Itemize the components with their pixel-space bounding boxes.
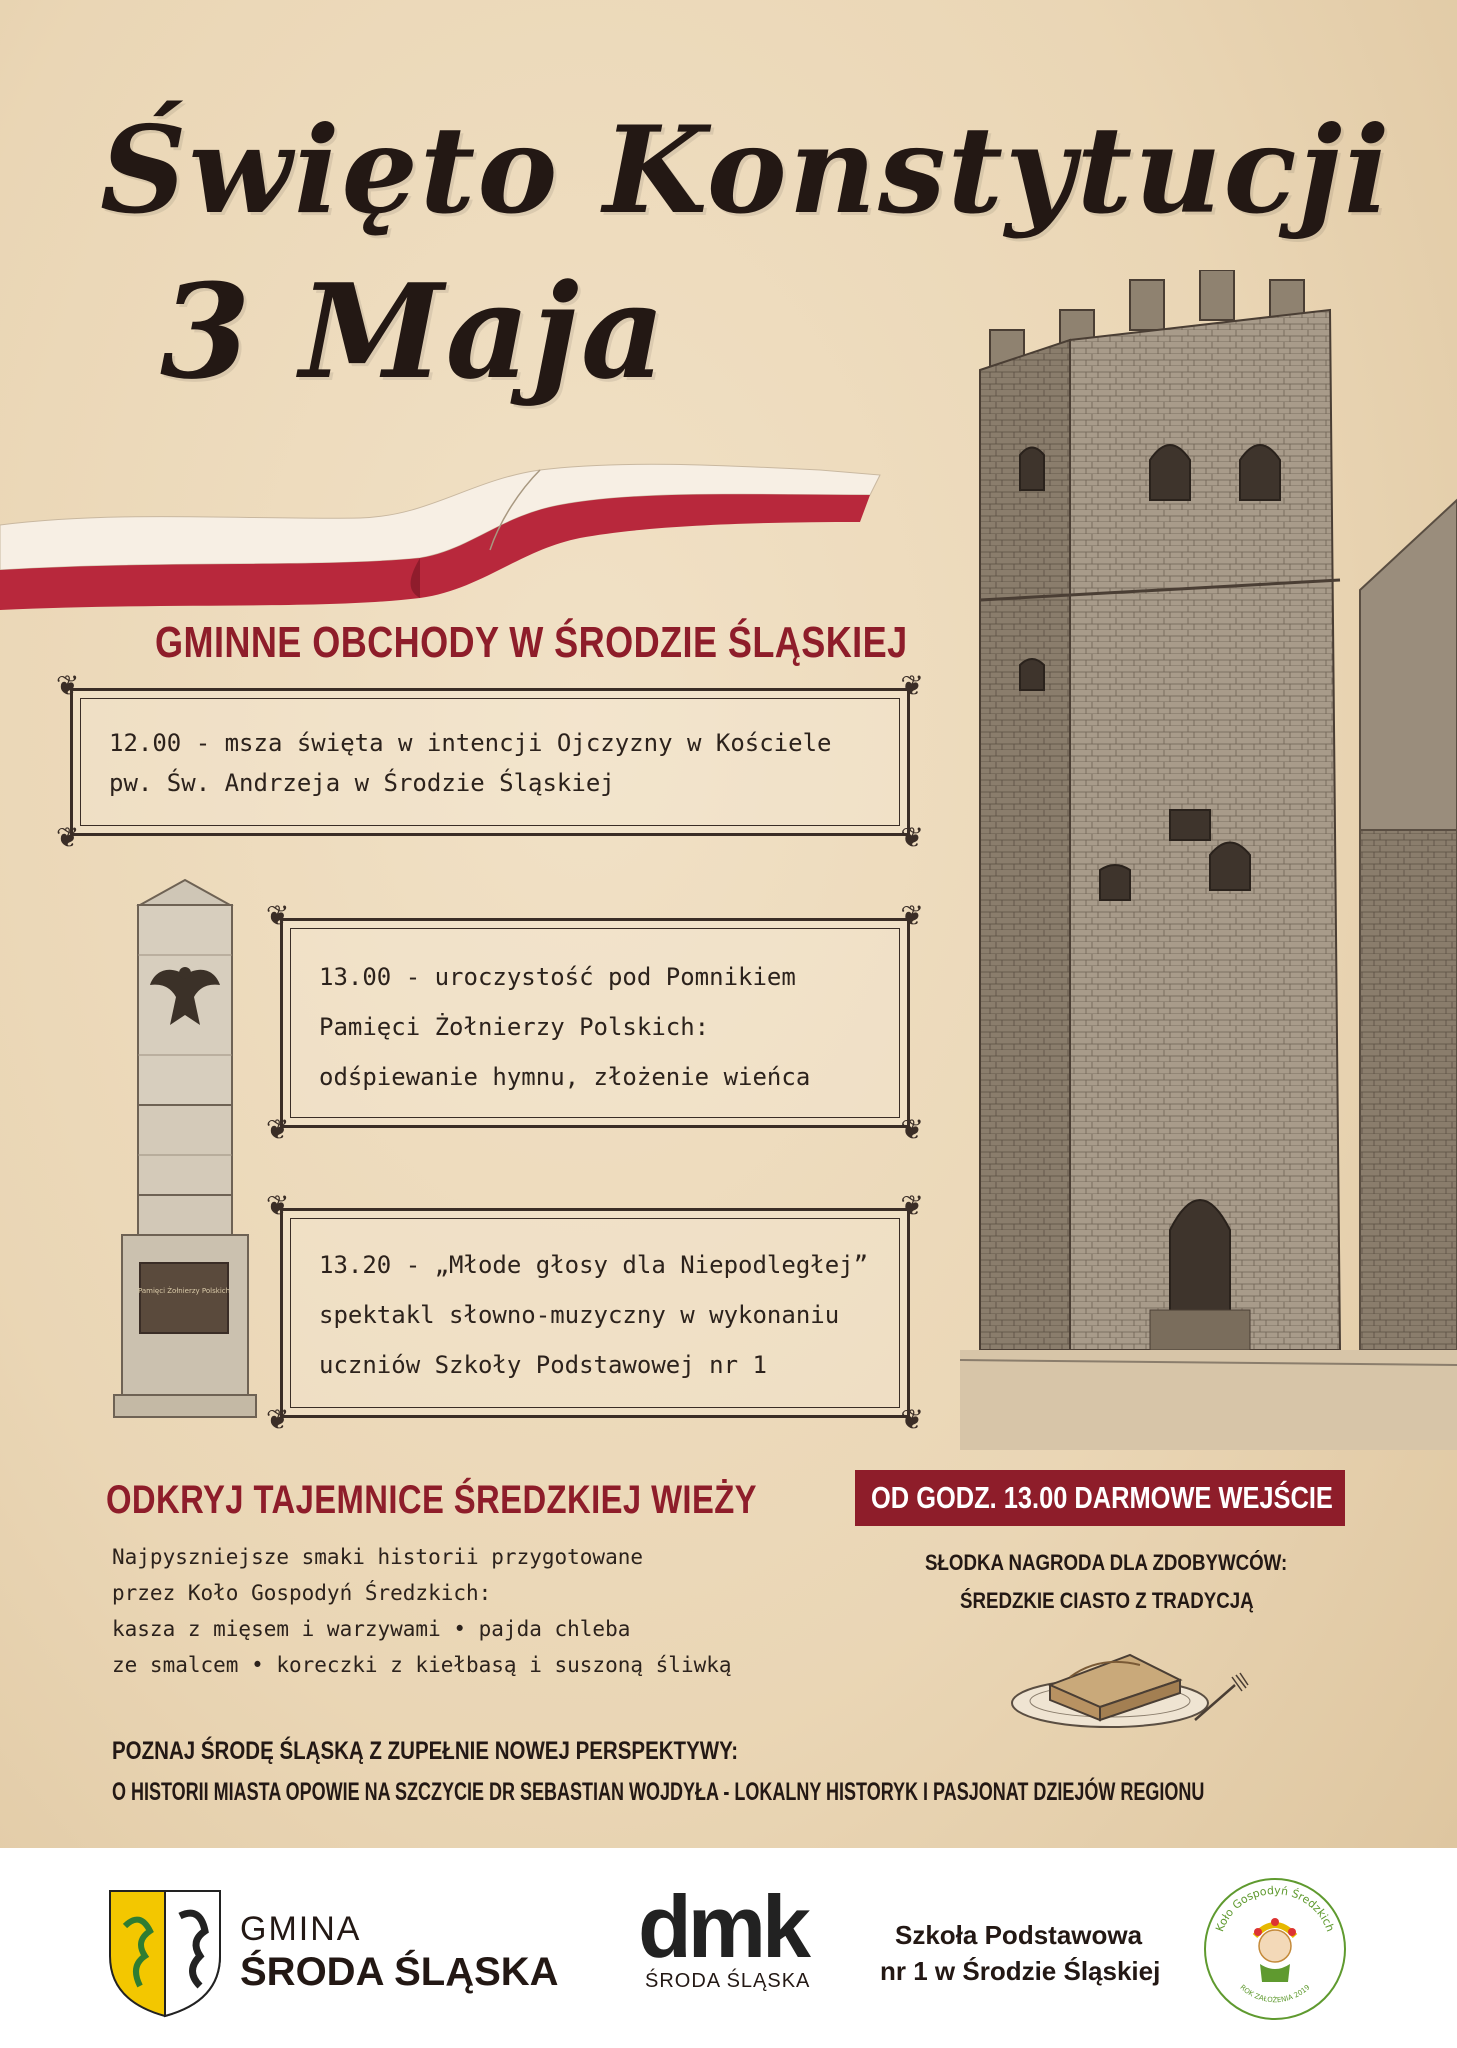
reward-line-2: ŚREDZKIE CIASTO Z TRADYCJĄ — [960, 1588, 1254, 1613]
event-2-line-2: Pamięci Żołnierzy Polskich: — [319, 1013, 710, 1041]
dmk-subtitle: ŚRODA ŚLĄSKA — [645, 1970, 811, 1992]
event-frame-3 — [266, 1189, 924, 1436]
event-3-line-1: 13.20 - „Młode głosy dla Niepodległej” — [319, 1251, 869, 1279]
tower-illustration — [960, 270, 1457, 1450]
main-heading: GMINNE OBCHODY W ŚRODZIE ŚLĄSKIEJ — [155, 618, 908, 667]
event-2-line-1: 13.00 - uroczystość pod Pomnikiem — [319, 963, 796, 991]
ornament-icon: ❦ — [56, 821, 80, 854]
footer — [0, 1848, 1457, 2048]
perspective-line-1: POZNAJ ŚRODĘ ŚLĄSKĄ Z ZUPEŁNIE NOWEJ PERSPEKTYWY: — [112, 1737, 739, 1765]
tower-heading: ODKRYJ TAJEMNICE ŚREDZKIEJ WIEŻY — [106, 1478, 757, 1522]
free-entry-banner — [855, 1470, 1345, 1526]
ornament-icon: ❦ — [266, 1403, 290, 1436]
dmk-logo — [630, 1877, 820, 1976]
food-line-1: Najpyszniejsze smaki historii przygotowane — [112, 1545, 644, 1569]
cake-icon — [1010, 1625, 1250, 1735]
free-entry-text: OD GODZ. 13.00 DARMOWE WEJŚCIE — [871, 1480, 1333, 1515]
ornament-icon: ❦ — [56, 669, 80, 702]
kgw-logo-icon — [1200, 1874, 1350, 2024]
ornament-icon: ❦ — [900, 669, 924, 702]
perspective-line-2: O HISTORII MIASTA OPOWIE NA SZCZYCIE DR SEBASTIAN WOJDYŁA - LOKALNY HISTORYK I PASJONAT DZIEJÓW REGIONU — [112, 1778, 1205, 1806]
gmina-coat-of-arms-icon — [105, 1886, 225, 2021]
ornament-icon: ❦ — [900, 899, 924, 932]
ornament-icon: ❦ — [266, 899, 290, 932]
kgw-year-text: ROK ZAŁOŻENIA 2019 — [1238, 1983, 1312, 2005]
dmk-logo-text: dmk — [638, 1877, 807, 1976]
event-3-line-2: spektakl słowno-muzyczny w wykonaniu — [319, 1301, 840, 1329]
ornament-icon: ❦ — [900, 1403, 924, 1436]
monument-illustration — [110, 875, 260, 1435]
title-line-1: Święto Konstytucji — [100, 100, 1392, 241]
event-2-line-3: odśpiewanie hymnu, złożenie wieńca — [319, 1063, 811, 1091]
ornament-icon: ❦ — [266, 1189, 290, 1222]
monument-plaque: Pamięci Żołnierzy Polskich — [137, 1287, 231, 1295]
school-line-2: nr 1 w Środzie Śląskiej — [880, 1956, 1161, 1986]
ornament-icon: ❦ — [900, 821, 924, 854]
ornament-icon: ❦ — [900, 1113, 924, 1146]
gmina-line-2: ŚRODA ŚLĄSKA — [240, 1950, 559, 1994]
school-line-1: Szkoła Podstawowa — [895, 1920, 1143, 1950]
food-line-4: ze smalcem • koreczki z kiełbasą i suszoną śliwką — [112, 1653, 732, 1677]
event-1-line-2: pw. Św. Andrzeja w Środzie Śląskiej — [109, 769, 615, 797]
reward-line-1: SŁODKA NAGRODA DLA ZDOBYWCÓW: — [925, 1550, 1288, 1575]
kgw-arc-text: Koło Gospodyń Średzkich — [1213, 1883, 1337, 1934]
ribbon-flag-icon — [0, 440, 900, 620]
event-frame-2 — [266, 899, 924, 1146]
event-1-line-1: 12.00 - msza święta w intencji Ojczyzny w Kościele — [109, 729, 832, 757]
food-line-2: przez Koło Gospodyń Średzkich: — [112, 1581, 492, 1605]
ornament-icon: ❦ — [900, 1189, 924, 1222]
title-line-2: 3 Maja — [160, 255, 668, 408]
ornament-icon: ❦ — [266, 1113, 290, 1146]
event-frame-1 — [56, 669, 924, 854]
food-line-3: kasza z mięsem i warzywami • pajda chleba — [112, 1617, 631, 1641]
gmina-line-1: GMINA — [240, 1910, 362, 1948]
event-3-line-3: uczniów Szkoły Podstawowej nr 1 — [319, 1351, 767, 1379]
